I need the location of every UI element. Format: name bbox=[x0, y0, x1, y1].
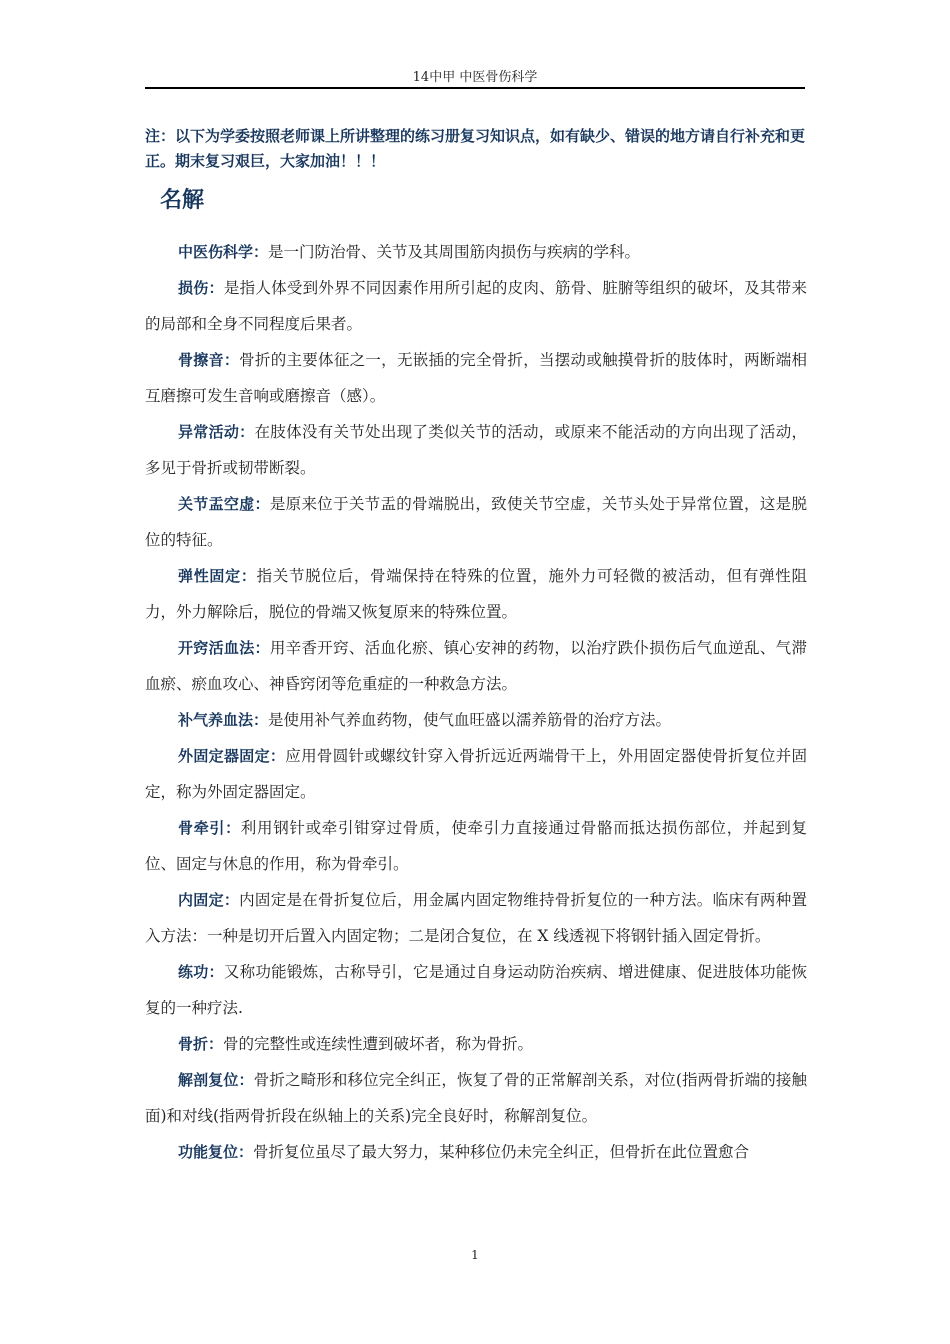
definition-entry bbox=[145, 1134, 807, 1170]
definition-entry bbox=[145, 882, 807, 954]
definition-text: 用辛香开窍、活血化瘀、镇心安神的药物，以治疗跌仆损伤后气血逆乱、气滞血瘀、瘀血攻心、神昏窍闭等危重症的一种救急方法。 bbox=[145, 639, 807, 693]
definition-term: 功能复位： bbox=[178, 1143, 254, 1161]
definition-term: 内固定： bbox=[178, 891, 240, 909]
definition-term: 开窍活血法： bbox=[178, 639, 270, 657]
definition-text: 应用骨圆针或螺纹针穿入骨折远近两端骨干上，外用固定器使骨折复位并固定，称为外固定器固定。 bbox=[145, 747, 807, 801]
definition-entry bbox=[145, 1062, 807, 1134]
definition-text: 骨折之畸形和移位完全纠正，恢复了骨的正常解剖关系，对位(指两骨折端的接触面)和对线(指两骨折段在纵轴上的关系)完全良好时，称解剖复位。 bbox=[145, 1071, 807, 1125]
definition-entry bbox=[145, 486, 807, 558]
definition-text: 是指人体受到外界不同因素作用所引起的皮肉、筋骨、脏腑等组织的破坏，及其带来的局部和全身不同程度后果者。 bbox=[145, 279, 807, 333]
definition-text: 骨的完整性或连续性遭到破坏者，称为骨折。 bbox=[223, 1035, 534, 1053]
definition-entry bbox=[145, 738, 807, 810]
definition-entry bbox=[145, 342, 807, 414]
definition-entry bbox=[145, 558, 807, 630]
definition-text: 是原来位于关节盂的骨端脱出，致使关节空虚，关节头处于异常位置，这是脱位的特征。 bbox=[145, 495, 807, 549]
definition-entry bbox=[145, 1026, 807, 1062]
definition-text: 又称功能锻炼，古称导引，它是通过自身运动防治疾病、增进健康、促进肢体功能恢复的一种疗法. bbox=[145, 963, 807, 1017]
definition-entry bbox=[145, 234, 807, 270]
definition-entry bbox=[145, 702, 807, 738]
definition-text: 内固定是在骨折复位后，用金属内固定物维持骨折复位的一种方法。临床有两种置入方法：一种是切开后置入内固定物；二是闭合复位，在 X 线透视下将钢针插入固定骨折。 bbox=[145, 891, 807, 945]
definition-text: 是一门防治骨、关节及其周围筋肉损伤与疾病的学科。 bbox=[268, 243, 641, 261]
definition-term: 补气养血法： bbox=[178, 711, 269, 729]
study-note: 注：以下为学委按照老师课上所讲整理的练习册复习知识点，如有缺少、错误的地方请自行补充和更正。期末复习艰巨，大家加油！！！ bbox=[145, 127, 806, 170]
definition-term: 练功： bbox=[178, 963, 224, 981]
page-number: 1 bbox=[471, 1248, 479, 1262]
definition-entry bbox=[145, 270, 807, 342]
definition-entry bbox=[145, 414, 807, 486]
definition-text: 骨折复位虽尽了最大努力，某种移位仍未完全纠正，但骨折在此位置愈合 bbox=[253, 1143, 750, 1161]
definition-term: 骨牵引： bbox=[178, 819, 241, 837]
definition-term: 骨擦音： bbox=[178, 351, 240, 369]
section-heading: 名解 bbox=[160, 188, 205, 213]
definition-text: 在肢体没有关节处出现了类似关节的活动，或原来不能活动的方向出现了活动，多见于骨折或韧带断裂。 bbox=[145, 423, 807, 477]
definition-term: 异常活动： bbox=[178, 423, 255, 441]
definition-term: 骨折： bbox=[178, 1035, 224, 1053]
definition-text: 利用钢针或牵引钳穿过骨质，使牵引力直接通过骨骼而抵达损伤部位，并起到复位、固定与休息的作用，称为骨牵引。 bbox=[145, 819, 807, 873]
definition-term: 关节盂空虚： bbox=[178, 495, 270, 513]
definition-entry bbox=[145, 810, 807, 882]
definition-entry bbox=[145, 954, 807, 1026]
definition-term: 外固定器固定： bbox=[178, 747, 286, 765]
page-header: 14中甲 中医骨伤科学 bbox=[412, 70, 538, 85]
definition-text: 骨折的主要体征之一，无嵌插的完全骨折，当摆动或触摸骨折的肢体时，两断端相互磨擦可发生音响或磨擦音（感）。 bbox=[145, 351, 807, 405]
definition-list bbox=[145, 234, 807, 1170]
definition-entry bbox=[145, 630, 807, 702]
header-rule bbox=[145, 87, 805, 89]
definition-term: 损伤： bbox=[178, 279, 224, 297]
definition-text: 是使用补气养血药物，使气血旺盛以濡养筋骨的治疗方法。 bbox=[268, 711, 672, 729]
definition-text: 指关节脱位后，骨端保持在特殊的位置，施外力可轻微的被活动，但有弹性阻力，外力解除后，脱位的骨端又恢复原来的特殊位置。 bbox=[145, 567, 807, 621]
definition-term: 解剖复位： bbox=[178, 1071, 254, 1089]
definition-term: 中医伤科学： bbox=[178, 243, 269, 261]
definition-term: 弹性固定： bbox=[178, 567, 257, 585]
